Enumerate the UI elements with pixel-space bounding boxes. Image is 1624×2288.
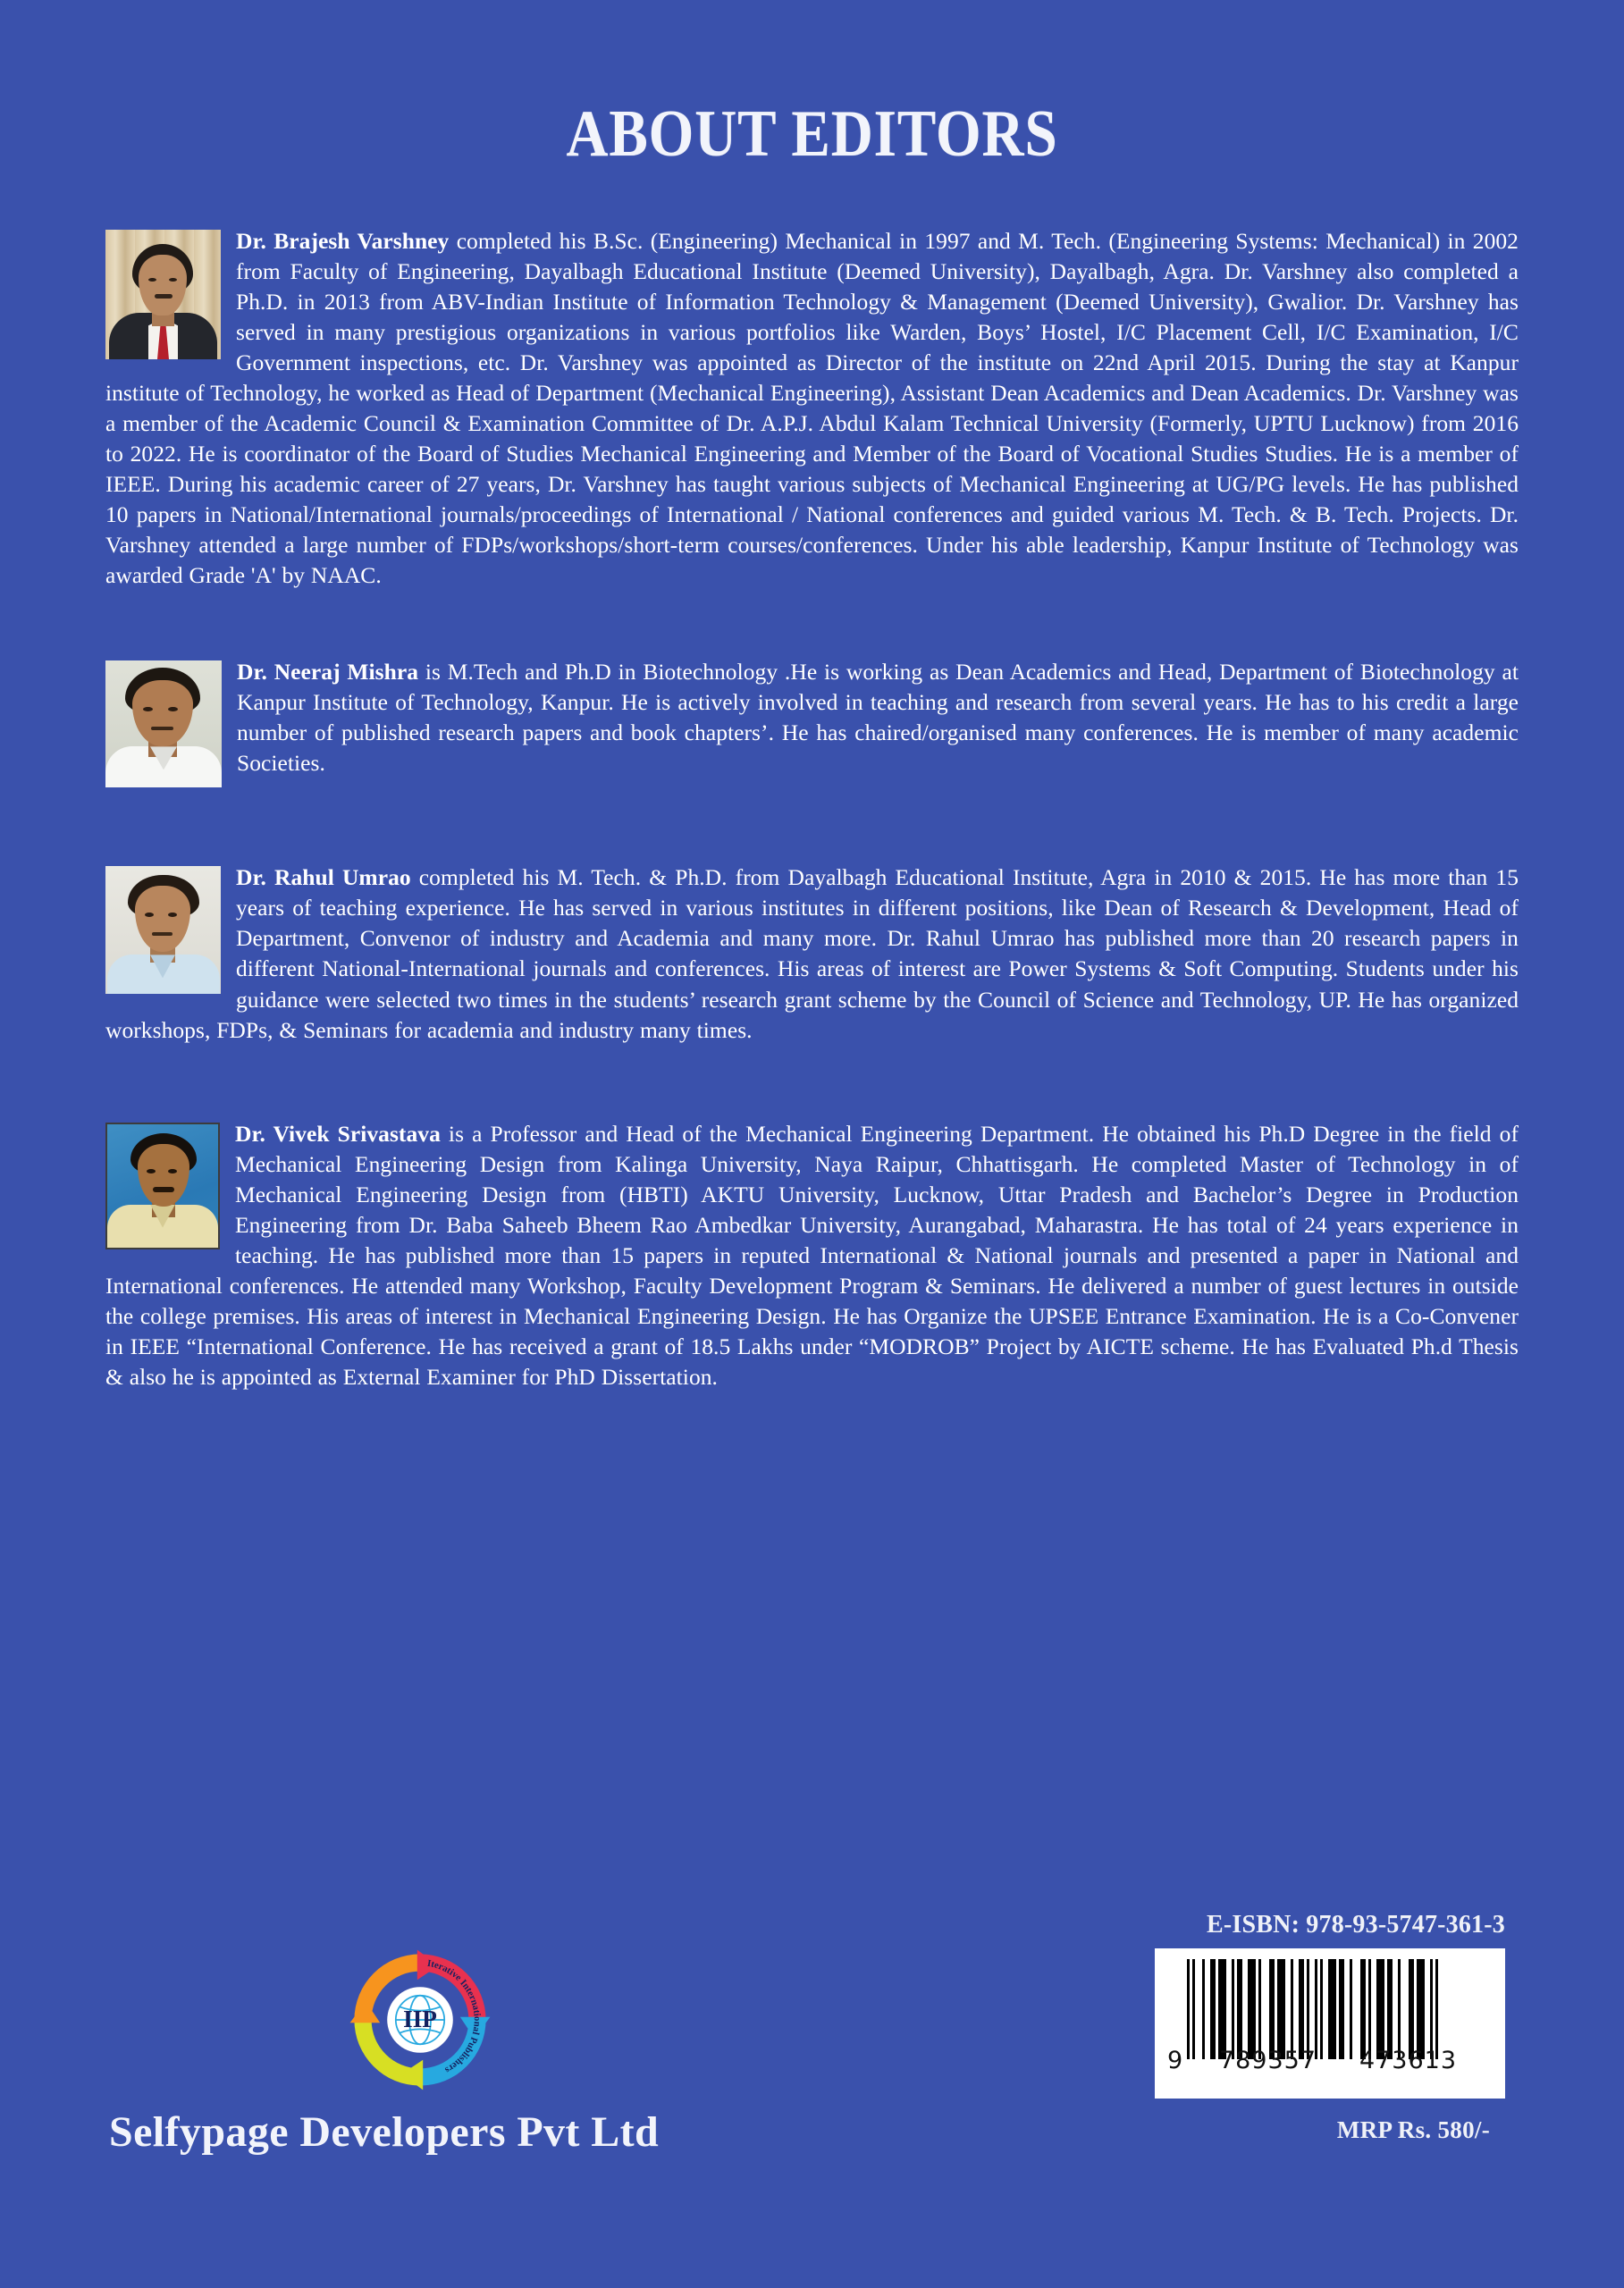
editor-bio-1 [105, 226, 1519, 591]
editor-bio-text-2 [105, 657, 1519, 778]
cover-footer [0, 1886, 1624, 2288]
editor-name-2: Dr. Neeraj Mishra [237, 659, 419, 686]
portrait-rahul-umrao [105, 866, 221, 994]
editor-bio-2 [105, 657, 1519, 791]
editor-bio-body-1: completed his B.Sc. (Engineering) Mechanical in 1997 and M. Tech. (Engineering Systems: Mechanical) in 2002 from Faculty of Engineering, Dayalbagh Educational Institute (Deemed University), Dayalbagh, Agra. Dr. Varshney also completed a Ph.D. in 2013 from ABV-Indian Institute of Information Technology & Management (Deemed University), Gwalior. Dr. Varshney has served in many prestigious organizations in various portfolios like Warden, Boys’ Hostel, I/C Placement Cell, I/C Examination, I/C Government inspections, etc. Dr. Varshney was appointed as Director of the institute on 22nd April 2015. During the stay at Kanpur institute of Technology, he worked as Head of Department (Mechanical Engineering), Assistant Dean Academics and Dean Academics. Dr. Varshney was a member of the Academic Council & Examination Committee of Dr. A.P.J. Abdul Kalam Technical University (Formerly, UPTU Lucknow) from 2016 to 2022. He is coordinator of the Board of Studies Mechanical Engineering and Member of the Board of Vocational Studies Studies. He is a member of IEEE. During his academic career of 27 years, Dr. Varshney has taught various subjects of Mechanical Engineering at UG/PG levels. He has published 10 papers in National/International journals/proceedings of International / National conferences and guided various M. Tech. & B. Tech. Projects. Dr. Varshney attended a large number of FDPs/workshops/short-term courses/conferences. Under his able leadership, Kanpur Institute of Technology was awarded Grade 'A' by NAAC. [105, 228, 1519, 589]
editor-bio-text-3 [105, 862, 1519, 1045]
editor-bio-text-4 [105, 1119, 1519, 1392]
editor-bio-body-3: completed his M. Tech. & Ph.D. from Dayalbagh Educational Institute, Agra in 2010 & 2015. He has more than 15 years of teaching experience. He has served in various institutes in different positions, like Dean of Research & Development, Head of Department, Convenor of industry and Academia and many more. Dr. Rahul Umrao has published more than 20 research papers in different National-International journals and conferences. His areas of interest are Power Systems & Soft Computing. Students under his guidance were selected two times in the students’ research grant scheme by the Council of Science and Technology, UP. He has organized workshops, FDPs, & Seminars for academia and industry many times. [105, 864, 1519, 1043]
barcode-bars [1187, 1959, 1487, 2059]
editor-bio-3 [105, 862, 1519, 1045]
ean13-barcode [1155, 1948, 1505, 2099]
portrait-brajesh-varshney [105, 230, 221, 359]
editor-bio-body-4: is a Professor and Head of the Mechanical Engineering Department. He obtained his Ph.D Degree in the field of Mechanical Engineering Design from Kalinga University, Naya Raipur, Chhattisgarh. He completed Master of Technology in of Mechanical Engineering Design from (HBTI) AKTU University, Lucknow, Uttar Pradesh and Bachelor’s Degree in Production Engineering from Dr. Baba Saheeb Bheem Rao Ambedkar University, Aurangabad, Maharastra. He has total of 24 years experience in teaching. He has published more than 15 papers in reputed International & National journals and presented a paper in National and International conferences. He attended many Workshop, Faculty Development Program & Seminars. He delivered a number of guest lectures in outside the college premises. His areas of interest in Mechanical Engineering Design. He has Organize the UPSEE Entrance Examination. He is a Co-Convener in IEEE “International Conference. He has received a grant of 18.5 Lakhs under “MODROB” Project by AICTE scheme. He has Evaluated Ph.d Thesis & also he is appointed as External Examiner for PhD Dissertation. [105, 1120, 1519, 1390]
portrait-vivek-srivastava [105, 1123, 220, 1249]
page-title: ABOUT EDITORS [566, 97, 1058, 171]
portrait-neeraj-mishra [105, 660, 222, 787]
barcode-right-group: 473613 [1359, 2047, 1458, 2074]
editor-name-4: Dr. Vivek Srivastava [235, 1120, 441, 1147]
logo-acronym: IIP [403, 2006, 437, 2032]
barcode-left-group: 789357 [1218, 2047, 1317, 2074]
barcode-lead-digit: 9 [1167, 2047, 1184, 2074]
editor-bio-text-1 [105, 226, 1519, 591]
iip-publisher-logo [349, 1948, 492, 2091]
logo-ring-text: Iterative International Publishers [426, 1957, 483, 2076]
editor-name-1: Dr. Brajesh Varshney [236, 228, 450, 254]
mrp-price: MRP Rs. 580/- [1336, 2116, 1490, 2143]
eisbn-text: E-ISBN: 978-93-5747-361-3 [1207, 1911, 1505, 1939]
editor-name-3: Dr. Rahul Umrao [236, 864, 411, 891]
barcode-digits [1164, 2047, 1496, 2074]
editor-bio-4 [105, 1119, 1519, 1392]
editor-bio-body-2: is M.Tech and Ph.D in Biotechnology .He is working as Dean Academics and Head, Department of Biotechnology at Kanpur Institute of Technology, Kanpur. He is actively involved in teaching and research from several years. He has to his credit a large number of published research papers and book chapters’. He has chaired/organised many conferences. He is member of many academic Societies. [237, 659, 1519, 777]
publisher-name: Selfypage Developers Pvt Ltd [109, 2108, 660, 2156]
